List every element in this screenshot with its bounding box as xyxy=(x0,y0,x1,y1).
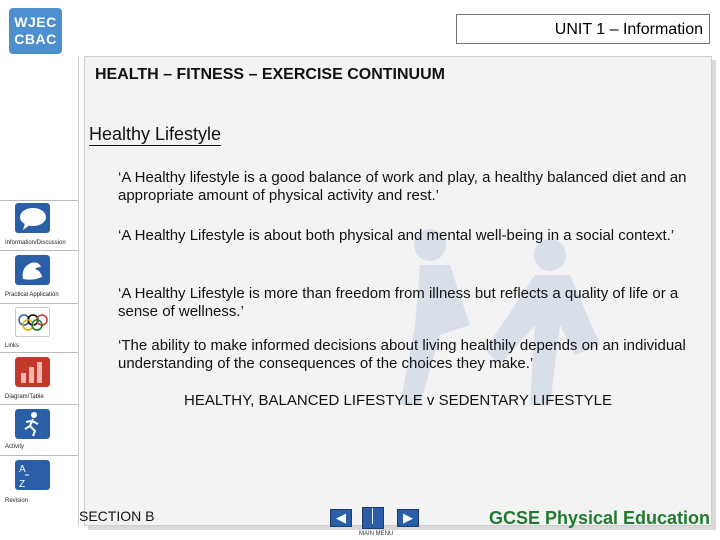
page-title: HEALTH – FITNESS – EXERCISE CONTINUUM xyxy=(95,66,445,83)
sidebar-item-label: Information/Discussion xyxy=(5,240,66,246)
logo-line1: WJEC xyxy=(14,14,57,30)
svg-text:Z: Z xyxy=(19,479,26,490)
svg-text:A: A xyxy=(19,464,26,475)
sidebar-item-label: Activity xyxy=(5,444,25,450)
sidebar-separator xyxy=(0,200,78,201)
wjec-logo xyxy=(9,8,62,54)
summary-line: HEALTHY, BALANCED LIFESTYLE v SEDENTARY LIFESTYLE xyxy=(184,392,612,409)
olympic-rings-icon xyxy=(15,307,50,337)
main-menu-button[interactable] xyxy=(362,507,384,529)
sidebar-divider xyxy=(78,56,79,526)
definition-2: ‘A Healthy Lifestyle is about both physical and mental well-being in a social context.’ xyxy=(118,227,675,244)
unit-title-box xyxy=(456,14,710,44)
sidebar-item-label: Practical Application xyxy=(5,292,59,298)
logo-line2: CBAC xyxy=(14,31,57,47)
speech-bubble-icon xyxy=(15,203,50,233)
main-menu-label: MAIN MENU xyxy=(359,531,394,537)
sidebar-item-label: Revision xyxy=(5,498,29,504)
section-heading: Healthy Lifestyle xyxy=(89,124,222,144)
arrow-left-icon: ◀ xyxy=(336,510,346,525)
definition-3: ‘A Healthy Lifestyle is more than freedom from illness but reflects a quality of life or a sense of wellness.’ xyxy=(118,285,679,320)
sidebar-separator xyxy=(0,404,78,405)
arrow-right-icon: ▶ xyxy=(403,510,413,525)
unit-title: UNIT 1 – Information xyxy=(554,21,703,38)
sidebar-separator xyxy=(0,250,78,251)
gcse-brand: GCSE Physical Education xyxy=(488,508,710,528)
next-slide-button[interactable] xyxy=(397,509,419,527)
definition-4: ‘The ability to make informed decisions about living healthily depends on an individual understanding of the consequences of the choices they make.’ xyxy=(118,337,686,372)
bar-chart-icon xyxy=(15,357,50,387)
a-z-icon xyxy=(15,460,50,490)
flexed-arm-icon xyxy=(15,255,50,285)
runner-icon xyxy=(15,409,50,439)
sidebar-separator xyxy=(0,352,78,353)
section-label: SECTION B xyxy=(79,508,155,524)
main-menu-icon: │ xyxy=(368,508,378,523)
sidebar-separator xyxy=(0,303,78,304)
definition-1: ‘A Healthy lifestyle is a good balance of work and play, a healthy balanced diet and an appropriate amount of physical activity and rest.’ xyxy=(118,169,687,204)
sidebar-item-label: Links xyxy=(5,343,20,349)
sidebar-item-label: Diagram/Table xyxy=(5,394,44,400)
sidebar-separator xyxy=(0,455,78,456)
previous-slide-button[interactable] xyxy=(330,509,352,527)
